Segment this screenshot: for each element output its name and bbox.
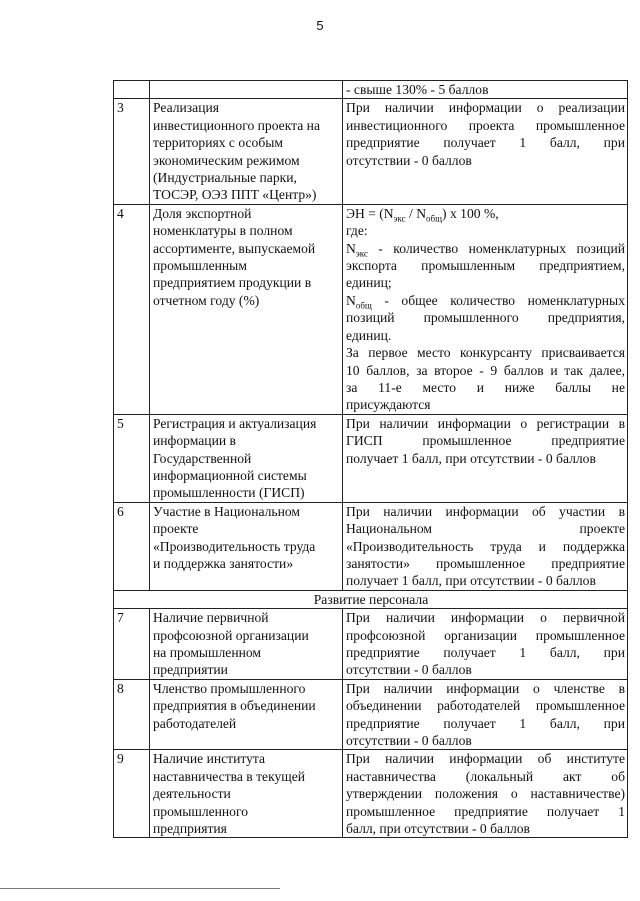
criterion-name-line: информации в xyxy=(153,433,236,449)
criterion-name-line: Регистрация и актуализация xyxy=(153,415,317,431)
table-row xyxy=(114,204,628,414)
criterion-description: При наличии информации об участии в Национальном проекте «Производительность труда и поддержка занятости» промышленное предприятие получает 1 балл, при отсутствии - 0 баллов xyxy=(343,502,628,590)
criterion-name xyxy=(150,609,343,680)
criterion-name-line: ассортименте, выпускаемой xyxy=(153,240,316,256)
criterion-name-line: предприятия в объединении xyxy=(153,698,316,714)
table-row xyxy=(114,679,628,750)
footer-divider xyxy=(0,888,280,889)
row-number xyxy=(114,81,150,99)
criterion-name-line: экономическим режимом xyxy=(153,152,300,168)
criterion-name xyxy=(150,502,343,590)
row-number: 8 xyxy=(114,679,150,750)
section-title: Развитие персонала xyxy=(114,590,628,608)
table-row xyxy=(114,99,628,204)
criterion-name-line: Реализация xyxy=(153,100,219,116)
criterion-name-line: инвестиционного проекта на xyxy=(153,117,320,133)
criterion-name-line: Доля экспортной xyxy=(153,205,252,221)
row-number: 5 xyxy=(114,414,150,502)
criterion-name-line: на промышленном xyxy=(153,645,262,660)
criterion-name xyxy=(150,99,343,204)
table-row xyxy=(114,81,628,99)
criterion-name-line: промышленного xyxy=(153,803,249,819)
criterion-description: - свыше 130% - 5 баллов xyxy=(343,81,628,99)
criterion-name-line: работодателей xyxy=(153,715,237,731)
criterion-name-line: информационной системы xyxy=(153,467,307,483)
criterion-name-line: Участие в Национальном xyxy=(153,503,301,519)
criterion-name-line: Государственной xyxy=(153,450,252,466)
criterion-description: При наличии информации о первичной профсоюзной организации промышленное предприятие получает 1 балл, при отсутствии - 0 баллов xyxy=(343,609,628,680)
criterion-name xyxy=(150,679,343,750)
criterion-name-line: промышленным xyxy=(153,258,247,274)
criterion-name-line: Наличие первичной xyxy=(153,610,269,626)
criterion-name-line: территориях с особым xyxy=(153,135,283,151)
criterion-name-line: предприятии xyxy=(153,662,228,678)
row-number: 9 xyxy=(114,750,150,838)
row-number: 4 xyxy=(114,204,150,414)
criterion-name-line: проекте xyxy=(153,521,199,537)
criterion-name-line: «Производительность труда xyxy=(153,538,316,554)
criteria-table-body xyxy=(114,81,628,838)
criteria-table xyxy=(113,80,628,838)
criterion-name xyxy=(150,81,343,99)
criterion-name-line: наставничества в текущей xyxy=(153,768,306,784)
row-number: 3 xyxy=(114,99,150,204)
criterion-name-line: деятельности xyxy=(153,786,231,802)
row-number: 6 xyxy=(114,502,150,590)
criterion-description: При наличии информации о членстве в объединении работодателей промышленное предприятие получает 1 балл, при отсутствии - 0 баллов xyxy=(343,679,628,750)
criterion-name-line: ТОСЭР, ОЭЗ ППТ «Центр») xyxy=(153,187,317,203)
section-row xyxy=(114,590,628,608)
criterion-name-line: профсоюзной организации xyxy=(153,627,309,643)
row-number: 7 xyxy=(114,609,150,680)
criterion-name-line: промышленности (ГИСП) xyxy=(153,485,305,501)
criterion-description: ЭН = $(N_{экс} / N_{общ})$ х 100 %, где: $N_{экс}$ - количество номенклатурных позиций экспорта промышленным предприятием, единиц; $N_{общ}$ - общее количество номенклатурных позиций промышленного предприятия, единиц. За первое место конкурсанту присваивается 10 баллов, за второе - 9 баллов и так далее, за 11-е место и ниже баллы не присуждаются xyxy=(343,204,628,414)
table-row xyxy=(114,609,628,680)
criterion-name-line: отчетном году (%) xyxy=(153,292,260,308)
criterion-description: При наличии информации об институте наставничества (локальный акт об утверждении положения о наставничестве) промышленное предприятие получает 1 балл, при отсутствии - 0 баллов xyxy=(343,750,628,838)
table-row xyxy=(114,414,628,502)
table-row xyxy=(114,502,628,590)
criterion-name xyxy=(150,414,343,502)
criterion-description: При наличии информации о реализации инвестиционного проекта промышленное предприятие получает 1 балл, при отсутствии - 0 баллов xyxy=(343,99,628,204)
criterion-name xyxy=(150,204,343,414)
criterion-description: При наличии информации о регистрации в ГИСП промышленное предприятие получает 1 балл, при отсутствии - 0 баллов xyxy=(343,414,628,502)
page-number: 5 xyxy=(316,18,324,33)
criterion-name-line: предприятием продукции в xyxy=(153,275,312,291)
criterion-name xyxy=(150,750,343,838)
criterion-name-line: предприятия xyxy=(153,821,227,837)
criterion-name-line: (Индустриальные парки, xyxy=(153,170,297,186)
criterion-name-line: номенклатуры в полном xyxy=(153,223,293,239)
criterion-name-line: Членство промышленного xyxy=(153,680,306,696)
table-row xyxy=(114,750,628,838)
criterion-name-line: и поддержка занятости» xyxy=(153,555,294,571)
criterion-name-line: Наличие института xyxy=(153,751,266,767)
